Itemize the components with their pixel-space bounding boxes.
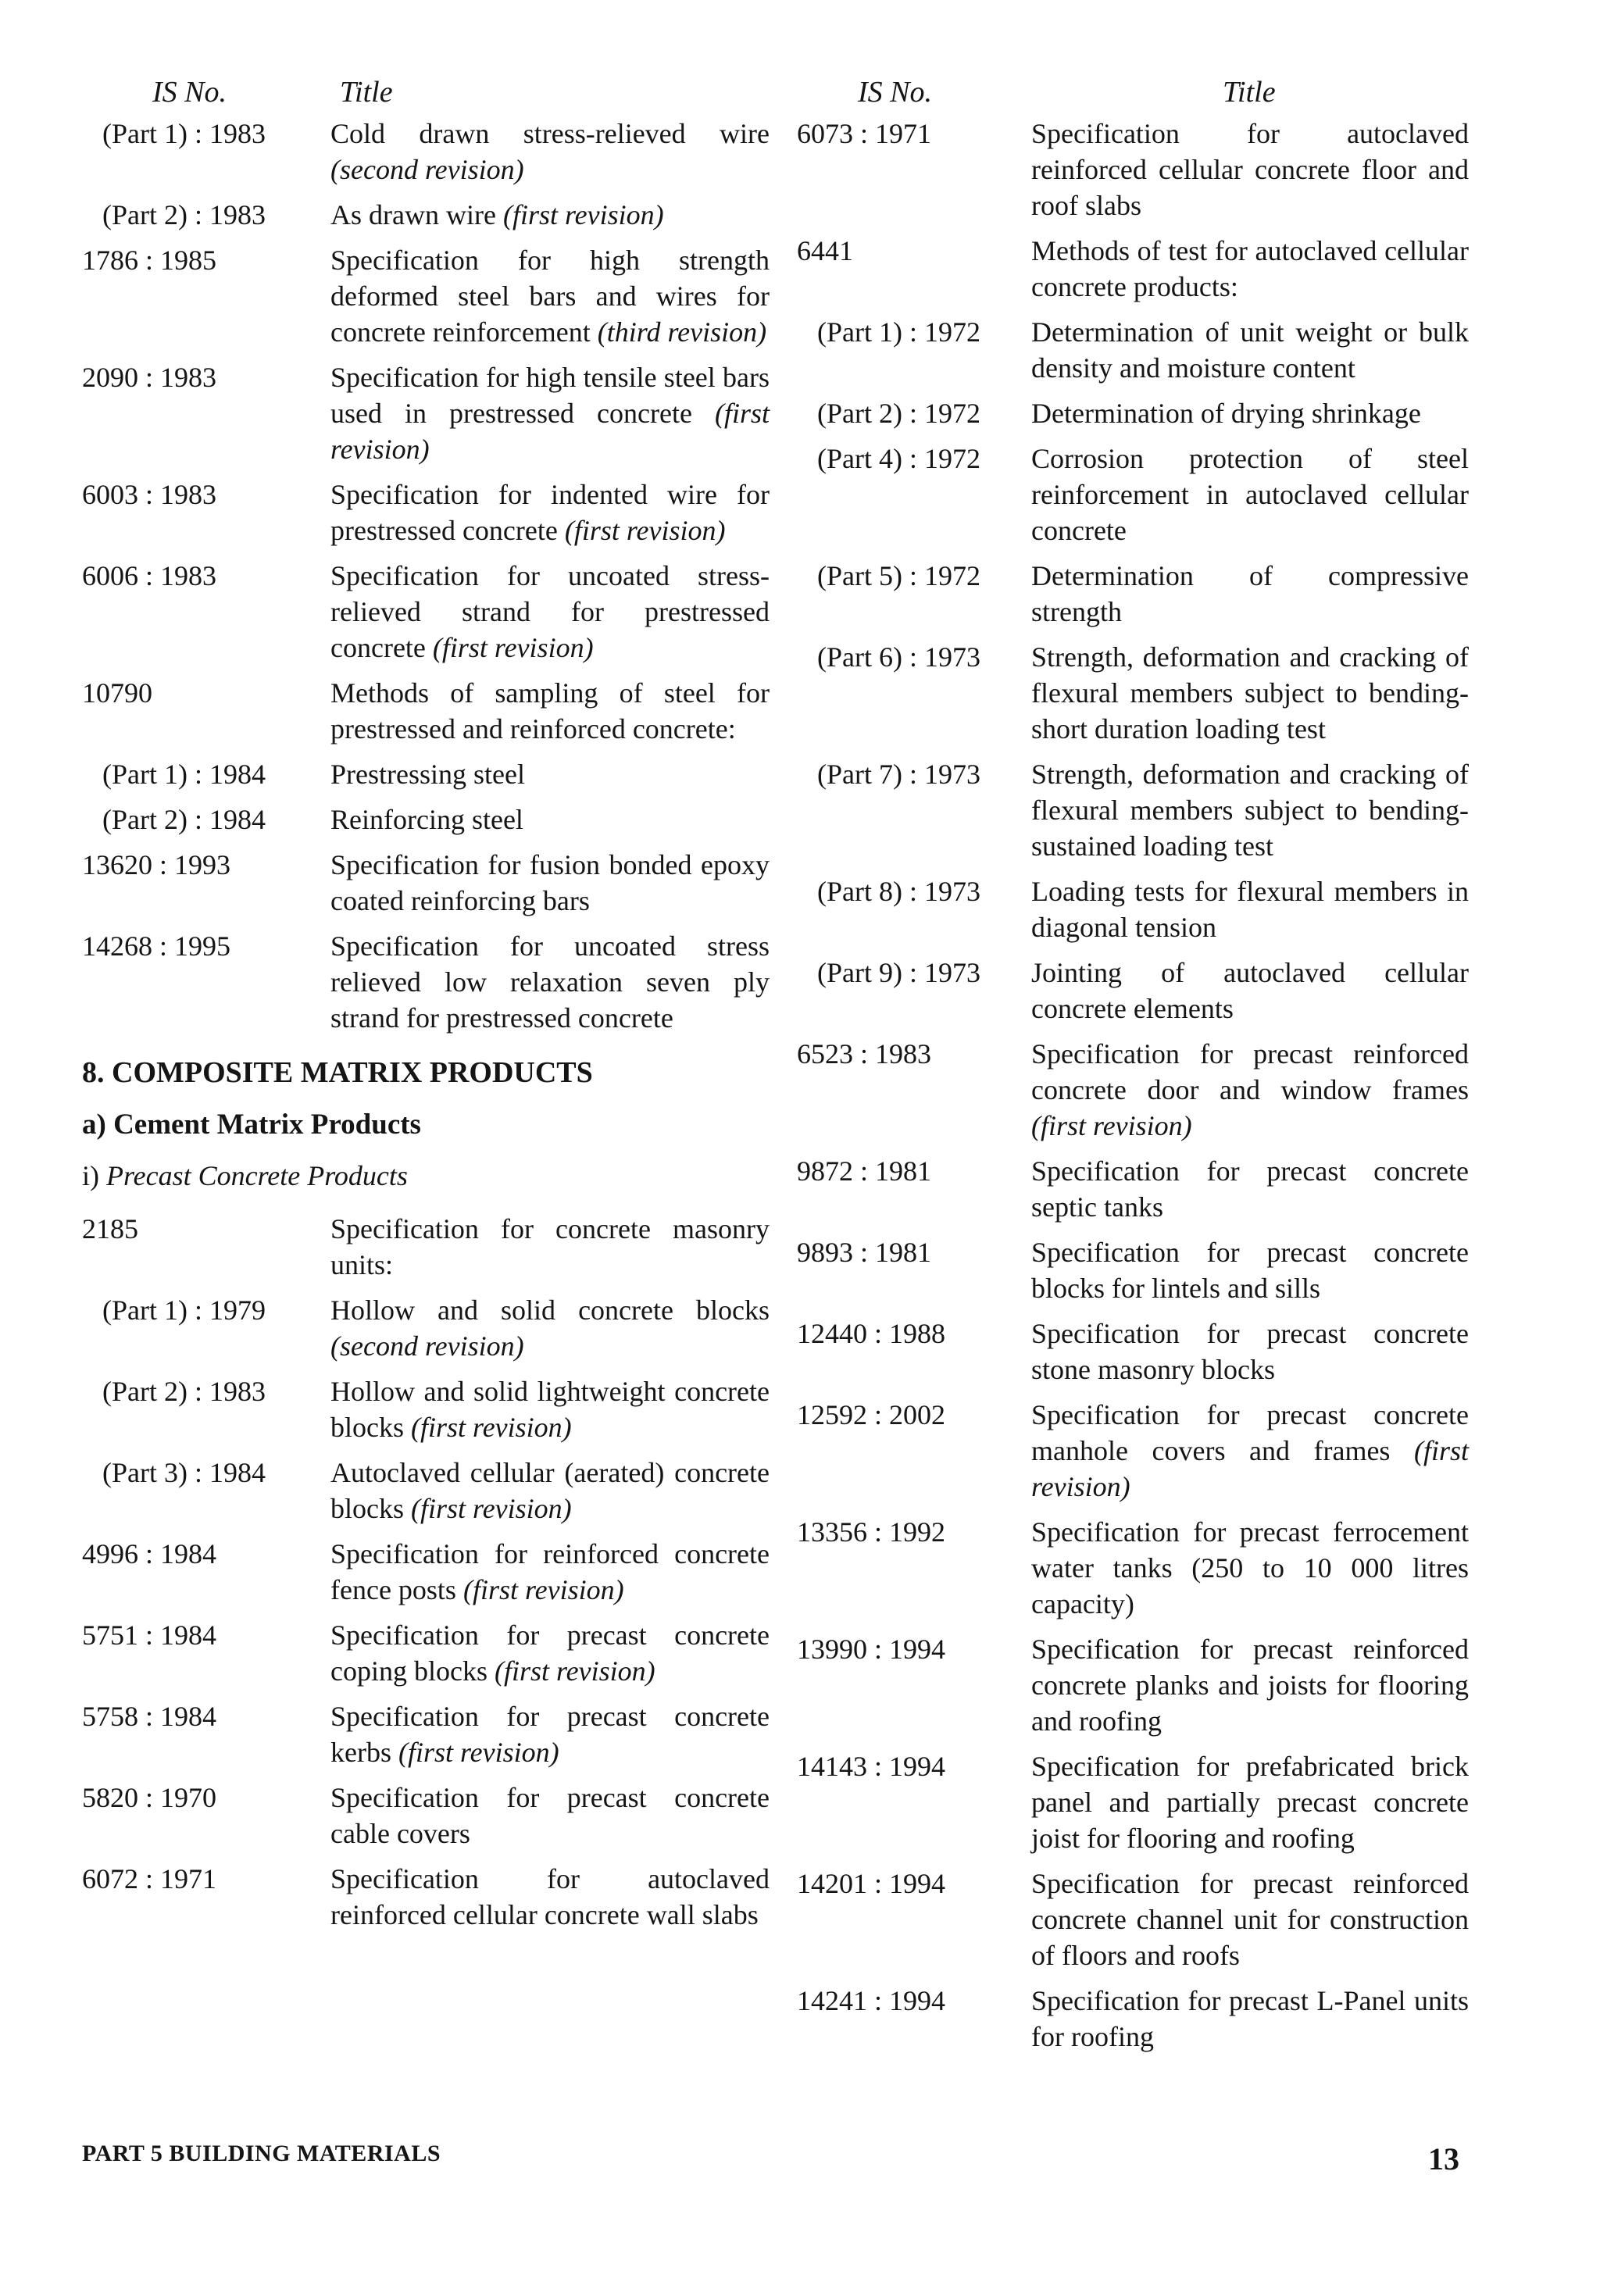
standard-title xyxy=(330,1292,770,1364)
standard-entry xyxy=(82,1780,770,1851)
standard-number: 6441 xyxy=(797,235,853,266)
standard-number: (Part 7) : 1973 xyxy=(817,759,980,790)
standard-number: 6072 : 1971 xyxy=(82,1863,217,1894)
standard-entry xyxy=(82,1698,770,1770)
standard-entry xyxy=(82,1373,770,1445)
standard-entry xyxy=(82,116,770,187)
standards-list-precast xyxy=(82,1211,770,1933)
revision-note: (first revision) xyxy=(432,632,594,663)
standard-title-text: Autoclaved cellular (aerated) concrete blocks xyxy=(330,1457,770,1524)
standard-entry xyxy=(797,233,1469,305)
standard-entry xyxy=(82,477,770,548)
standard-title-text: As drawn wire xyxy=(330,199,496,230)
standards-list-autoclaved xyxy=(797,116,1469,2055)
revision-note: (first revision) xyxy=(564,515,726,546)
revision-note: (first revision) xyxy=(1031,1435,1470,1502)
standard-title-text: Specification for precast concrete manhole covers and frames xyxy=(1031,1399,1469,1466)
standard-title-text: Determination of drying shrinkage xyxy=(1031,398,1421,429)
standard-title-text: Specification for precast concrete kerbs xyxy=(330,1701,770,1768)
standard-entry xyxy=(82,359,770,467)
revision-note: (first revision) xyxy=(494,1655,655,1687)
standard-title-text: Specification for high tensile steel bars used in prestressed concrete xyxy=(330,362,770,429)
standard-number: (Part 1) : 1983 xyxy=(102,118,266,149)
standard-entry xyxy=(797,314,1469,386)
standard-entry xyxy=(797,1514,1469,1622)
standard-entry xyxy=(82,675,770,747)
standard-entry xyxy=(797,1397,1469,1505)
standard-title-text: Specification for precast reinforced concrete channel unit for construction of floors and roofs xyxy=(1031,1868,1469,1971)
standard-number: 14201 : 1994 xyxy=(797,1868,946,1899)
standard-entry xyxy=(797,1234,1469,1306)
standard-title-text: Specification for precast L-Panel units for roofing xyxy=(1031,1985,1469,2052)
standard-title xyxy=(1031,116,1469,223)
standard-title xyxy=(1031,441,1469,548)
standard-entry xyxy=(797,441,1469,548)
standard-title-text: Specification for precast reinforced concrete planks and joists for flooring and roofing xyxy=(1031,1634,1469,1737)
standard-title xyxy=(330,477,770,548)
standard-title xyxy=(1031,1316,1469,1387)
standard-entry xyxy=(797,1316,1469,1387)
standard-title-text: Specification for precast concrete septic tanks xyxy=(1031,1155,1469,1223)
standard-title xyxy=(1031,1514,1469,1622)
standard-title xyxy=(1031,1866,1469,1973)
subsection-heading: a) Cement Matrix Products xyxy=(82,1109,421,1141)
standard-title xyxy=(330,1211,770,1283)
standard-title xyxy=(330,928,770,1036)
standard-title-text: Cold drawn stress-relieved wire xyxy=(330,118,770,149)
standard-number: (Part 9) : 1973 xyxy=(817,957,980,988)
standard-title xyxy=(330,242,770,350)
standard-title-text: Specification for uncoated stress-relieved strand for prestressed concrete xyxy=(330,560,770,663)
subsubsection-prefix: i) xyxy=(82,1160,99,1191)
revision-note: (first revision) xyxy=(398,1737,559,1768)
standard-entry xyxy=(797,1748,1469,1856)
standard-number: (Part 1) : 1979 xyxy=(102,1294,266,1326)
subsubsection-heading xyxy=(82,1158,770,1194)
standard-entry xyxy=(82,1211,770,1283)
standard-title-text: Specification for indented wire for prestressed concrete xyxy=(330,479,770,546)
standard-entry xyxy=(797,1036,1469,1144)
standard-entry xyxy=(82,847,770,919)
standard-title xyxy=(330,675,770,747)
standard-title xyxy=(1031,639,1469,747)
standard-number: 12592 : 2002 xyxy=(797,1399,946,1430)
standard-title xyxy=(1031,955,1469,1027)
standard-number: (Part 2) : 1983 xyxy=(102,1376,266,1407)
standard-entry xyxy=(82,928,770,1036)
standard-title-text: Specification for autoclaved reinforced cellular concrete floor and roof slabs xyxy=(1031,118,1469,221)
standard-title-text: Specification for prefabricated brick panel and partially precast concrete joist for flooring and roofing xyxy=(1031,1751,1469,1854)
standard-title-text: Hollow and solid lightweight concrete blocks xyxy=(330,1376,770,1443)
standard-title-text: Specification for concrete masonry units: xyxy=(330,1213,770,1280)
standard-number: 14241 : 1994 xyxy=(797,1985,946,2016)
standard-entry xyxy=(82,1292,770,1364)
standard-entry xyxy=(82,558,770,666)
revision-note: (third revision) xyxy=(597,316,767,348)
standard-title-text: Determination of compressive strength xyxy=(1031,560,1469,627)
standard-entry xyxy=(797,558,1469,630)
standard-title xyxy=(1031,1397,1469,1505)
standard-number: 13356 : 1992 xyxy=(797,1516,946,1548)
standard-entry xyxy=(797,395,1469,431)
standard-title-text: Strength, deformation and cracking of flexural members subject to bending-sustained loading test xyxy=(1031,759,1469,862)
standard-title xyxy=(330,756,770,792)
standard-number: 5751 : 1984 xyxy=(82,1619,217,1651)
left-column xyxy=(82,75,770,1942)
right-column-header xyxy=(797,75,1469,116)
standard-entry xyxy=(82,802,770,837)
standard-number: 2185 xyxy=(82,1213,138,1244)
standard-number: (Part 6) : 1973 xyxy=(817,641,980,673)
standard-title xyxy=(330,1617,770,1689)
standard-title xyxy=(330,1780,770,1851)
standard-title xyxy=(330,1455,770,1527)
standard-entry xyxy=(797,1983,1469,2055)
standard-number: (Part 3) : 1984 xyxy=(102,1457,266,1488)
standard-number: (Part 4) : 1972 xyxy=(817,443,980,474)
standard-entry xyxy=(797,1866,1469,1973)
standard-number: 6006 : 1983 xyxy=(82,560,217,591)
standard-title-text: Specification for reinforced concrete fence posts xyxy=(330,1538,770,1605)
standard-title xyxy=(1031,1748,1469,1856)
standard-number: 9872 : 1981 xyxy=(797,1155,932,1187)
standard-title-text: Methods of test for autoclaved cellular concrete products: xyxy=(1031,235,1469,302)
standard-entry xyxy=(797,116,1469,223)
standard-number: (Part 2) : 1983 xyxy=(102,199,266,230)
title-header: Title xyxy=(1223,76,1276,109)
standard-entry xyxy=(797,756,1469,864)
standard-number: (Part 1) : 1984 xyxy=(102,759,266,790)
standard-entry xyxy=(82,1617,770,1689)
standard-title-text: Hollow and solid concrete blocks xyxy=(330,1294,770,1326)
revision-note: (first revision) xyxy=(411,1493,572,1524)
standard-title xyxy=(330,1861,770,1933)
standard-title-text: Specification for uncoated stress relieved low relaxation seven ply strand for prestressed concrete xyxy=(330,930,770,1034)
is-no-header: IS No. xyxy=(858,76,932,109)
standard-title xyxy=(330,197,770,233)
title-header: Title xyxy=(340,76,393,109)
standard-entry xyxy=(797,639,1469,747)
standard-number: 13990 : 1994 xyxy=(797,1634,946,1665)
standard-title xyxy=(1031,1631,1469,1739)
standard-title-text: Methods of sampling of steel for prestressed and reinforced concrete: xyxy=(330,677,770,745)
standard-title-text: Specification for high strength deformed steel bars and wires for concrete reinforcement xyxy=(330,245,770,348)
left-column-header xyxy=(82,75,770,116)
standard-title-text: Jointing of autoclaved cellular concrete elements xyxy=(1031,957,1469,1024)
standard-number: 14143 : 1994 xyxy=(797,1751,946,1782)
standard-title-text: Specification for precast concrete coping blocks xyxy=(330,1619,770,1687)
standard-number: 5820 : 1970 xyxy=(82,1782,217,1813)
standard-number: 1786 : 1985 xyxy=(82,245,217,276)
standard-title-text: Specification for precast concrete blocks for lintels and sills xyxy=(1031,1237,1469,1304)
standard-title xyxy=(330,847,770,919)
standard-entry xyxy=(797,955,1469,1027)
standard-title xyxy=(330,116,770,187)
standard-number: 6073 : 1971 xyxy=(797,118,932,149)
standard-title-text: Specification for fusion bonded epoxy coated reinforcing bars xyxy=(330,849,770,916)
standard-number: (Part 1) : 1972 xyxy=(817,316,980,348)
standard-title xyxy=(1031,1036,1469,1144)
standard-number: 12440 : 1988 xyxy=(797,1318,946,1349)
standard-number: 2090 : 1983 xyxy=(82,362,217,393)
standard-title xyxy=(1031,1983,1469,2055)
revision-note: (first revision) xyxy=(462,1574,624,1605)
standard-number: (Part 2) : 1984 xyxy=(102,804,266,835)
standard-number: 5758 : 1984 xyxy=(82,1701,217,1732)
standard-title xyxy=(330,1698,770,1770)
standard-entry xyxy=(797,873,1469,945)
standard-title xyxy=(330,558,770,666)
page-number: 13 xyxy=(1428,2141,1459,2176)
standard-number: 10790 xyxy=(82,677,152,709)
standard-title-text: Specification for precast concrete stone masonry blocks xyxy=(1031,1318,1469,1385)
is-no-header: IS No. xyxy=(152,76,227,109)
standard-title-text: Loading tests for flexural members in diagonal tension xyxy=(1031,876,1469,943)
revision-note: (first revision) xyxy=(1031,1110,1192,1141)
standard-title-text: Specification for autoclaved reinforced cellular concrete wall slabs xyxy=(330,1863,770,1930)
revision-note: (first revision) xyxy=(411,1412,572,1443)
standard-title-text: Specification for precast reinforced concrete door and window frames xyxy=(1031,1038,1469,1105)
standard-title xyxy=(1031,558,1469,630)
standard-title xyxy=(330,1536,770,1608)
standard-entry xyxy=(82,1536,770,1608)
standard-title xyxy=(1031,1153,1469,1225)
standard-number: (Part 5) : 1972 xyxy=(817,560,980,591)
right-column xyxy=(797,75,1469,2064)
revision-note: (first revision) xyxy=(502,199,664,230)
standard-title xyxy=(1031,873,1469,945)
standard-entry xyxy=(82,242,770,350)
standard-entry xyxy=(797,1631,1469,1739)
standard-title xyxy=(330,359,770,467)
standard-number: 9893 : 1981 xyxy=(797,1237,932,1268)
footer-part-label: PART 5 BUILDING MATERIALS xyxy=(82,2141,441,2166)
standard-title xyxy=(330,1373,770,1445)
standard-title-text: Strength, deformation and cracking of flexural members subject to bending-short duration loading test xyxy=(1031,641,1469,745)
standard-entry xyxy=(82,197,770,233)
standard-title xyxy=(330,802,770,837)
revision-note: (second revision) xyxy=(330,1330,524,1362)
standard-title-text: Specification for precast concrete cable covers xyxy=(330,1782,770,1849)
subsubsection-title: Precast Concrete Products xyxy=(106,1160,408,1191)
standard-title-text: Determination of unit weight or bulk density and moisture content xyxy=(1031,316,1469,384)
revision-note: (first revision) xyxy=(330,398,770,465)
standards-list-steel xyxy=(82,116,770,1036)
standard-title-text: Corrosion protection of steel reinforcement in autoclaved cellular concrete xyxy=(1031,443,1469,546)
standard-number: 4996 : 1984 xyxy=(82,1538,217,1569)
standard-entry xyxy=(82,1861,770,1933)
standard-title-text: Reinforcing steel xyxy=(330,804,523,835)
standard-entry xyxy=(82,756,770,792)
standard-title xyxy=(1031,1234,1469,1306)
standard-number: 6523 : 1983 xyxy=(797,1038,932,1069)
standard-entry xyxy=(82,1455,770,1527)
standard-title xyxy=(1031,314,1469,386)
standard-title-text: Specification for precast ferrocement water tanks (250 to 10 000 litres capacity) xyxy=(1031,1516,1469,1619)
section-heading: 8. COMPOSITE MATRIX PRODUCTS xyxy=(82,1056,593,1089)
revision-note: (second revision) xyxy=(330,154,524,185)
standard-title-text: Prestressing steel xyxy=(330,759,525,790)
standard-title xyxy=(1031,233,1469,305)
standard-entry xyxy=(797,1153,1469,1225)
standard-title xyxy=(1031,756,1469,864)
standard-number: 13620 : 1993 xyxy=(82,849,231,880)
standard-number: 14268 : 1995 xyxy=(82,930,231,962)
standard-number: (Part 8) : 1973 xyxy=(817,876,980,907)
standard-number: (Part 2) : 1972 xyxy=(817,398,980,429)
standard-number: 6003 : 1983 xyxy=(82,479,217,510)
standard-title xyxy=(1031,395,1469,431)
